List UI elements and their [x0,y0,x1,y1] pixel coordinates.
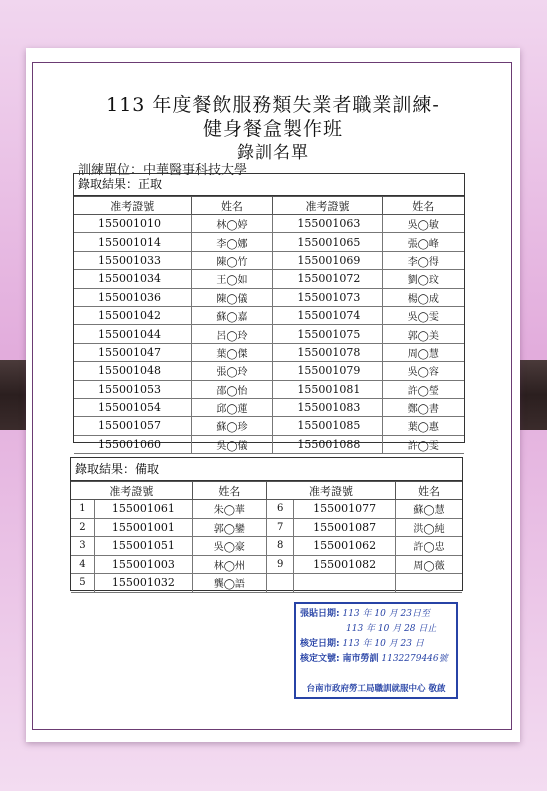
rank-cell: 7 [266,518,293,537]
accepted-caption: 錄取結果：正取 [74,174,464,196]
approval-stamp [294,602,458,699]
rank-cell: 9 [266,555,293,574]
table-row [71,555,462,574]
name-cell: 邵◯怡 [191,380,273,398]
name-cell: 王◯如 [191,270,273,288]
exam-id-cell: 155001014 [74,233,191,251]
table-row [74,288,464,306]
exam-id-cell: 155001085 [273,417,382,435]
name-cell: 許◯雯 [382,435,464,453]
exam-id-cell: 155001069 [273,251,382,269]
name-cell: 吳◯雯 [382,306,464,324]
exam-id-cell: 155001077 [294,500,396,519]
accepted-table [74,196,464,454]
exam-id-cell: 155001047 [74,343,191,361]
exam-id-cell: 155001082 [294,555,396,574]
table-row [74,362,464,380]
waitlist-table [71,481,462,593]
name-cell: 林◯州 [192,555,266,574]
name-cell: 龔◯語 [192,574,266,593]
document-page [26,48,520,742]
exam-id-cell: 155001032 [94,574,192,593]
name-cell: 張◯峰 [382,233,464,251]
col-header-name: 姓名 [396,482,463,500]
col-header-name: 姓名 [191,197,273,215]
col-header-exam-id: 准考證號 [273,197,382,215]
exam-id-cell: 155001088 [273,435,382,453]
approve-date-label: 核定日期: [300,639,340,649]
name-cell: 陳◯竹 [191,251,273,269]
approve-date: 113 年 10 月 23 日 [342,639,424,649]
table-row [74,398,464,416]
waitlist-header-row [71,482,462,500]
table-row [74,417,464,435]
exam-id-cell: 155001061 [94,500,192,519]
name-cell: 周◯薇 [396,555,463,574]
name-cell: 陳◯儀 [191,288,273,306]
name-cell: 林◯婷 [191,215,273,233]
name-cell: 蘇◯珍 [191,417,273,435]
exam-id-cell: 155001062 [294,537,396,556]
exam-id-cell: 155001078 [273,343,382,361]
table-row [74,435,464,453]
name-cell: 葉◯傑 [191,343,273,361]
table-row [74,215,464,233]
post-date-to: 113 年 10 月 28 日止 [346,624,437,634]
table-row [71,518,462,537]
title-line-1: 113 年度餐飲服務類失業者職業訓練- [106,94,440,116]
name-cell: 洪◯純 [396,518,463,537]
rank-cell: 8 [266,537,293,556]
title-line-3: 錄訓名單 [237,143,309,163]
table-row [71,574,462,593]
name-cell: 蘇◯嘉 [191,306,273,324]
rank-cell: 2 [71,518,94,537]
exam-id-cell: 155001054 [74,398,191,416]
rank-cell: 4 [71,555,94,574]
exam-id-cell: 155001074 [273,306,382,324]
name-cell: 李◯娜 [191,233,273,251]
table-row [71,537,462,556]
name-cell: 葉◯惠 [382,417,464,435]
rank-cell: 5 [71,574,94,593]
exam-id-cell: 155001053 [74,380,191,398]
exam-id-cell: 155001034 [74,270,191,288]
exam-id-cell [294,574,396,593]
rank-cell: 6 [266,500,293,519]
rank-cell: 3 [71,537,94,556]
exam-id-cell: 155001075 [273,325,382,343]
name-cell: 劉◯玟 [382,270,464,288]
table-row [74,233,464,251]
doc-number-label: 核定文號: [300,654,340,664]
name-cell: 吳◯豪 [192,537,266,556]
rank-cell [266,574,293,593]
exam-id-cell: 155001003 [94,555,192,574]
name-cell: 蘇◯慧 [396,500,463,519]
exam-id-cell: 155001073 [273,288,382,306]
name-cell: 郭◯鑾 [192,518,266,537]
exam-id-cell: 155001010 [74,215,191,233]
exam-id-cell: 155001079 [273,362,382,380]
name-cell: 周◯慧 [382,343,464,361]
name-cell: 李◯得 [382,251,464,269]
name-cell: 鄭◯書 [382,398,464,416]
rank-cell: 1 [71,500,94,519]
table-row [74,251,464,269]
col-header-exam-id: 准考證號 [266,482,395,500]
name-cell: 許◯忠 [396,537,463,556]
exam-id-cell: 155001051 [94,537,192,556]
name-cell: 張◯玲 [191,362,273,380]
exam-id-cell: 155001057 [74,417,191,435]
exam-id-cell: 155001048 [74,362,191,380]
exam-id-cell: 155001042 [74,306,191,324]
table-row [74,380,464,398]
waitlist-caption: 錄取結果：備取 [71,458,462,481]
table-row [74,343,464,361]
table-row [74,270,464,288]
name-cell: 吳◯敏 [382,215,464,233]
exam-id-cell: 155001033 [74,251,191,269]
exam-id-cell: 155001072 [273,270,382,288]
accepted-list [73,173,465,452]
accepted-header-row [74,197,464,215]
stamp-footer: 台南市政府勞工局職訓就服中心 敬啟 [306,684,446,694]
name-cell: 許◯瑩 [382,380,464,398]
exam-id-cell: 155001087 [294,518,396,537]
col-header-exam-id: 准考證號 [74,197,191,215]
table-row [74,325,464,343]
exam-id-cell: 155001083 [273,398,382,416]
name-cell: 邱◯蓮 [191,398,273,416]
doc-number: 1132279446號 [381,654,448,664]
name-cell: 吳◯容 [382,362,464,380]
exam-id-cell: 155001060 [74,435,191,453]
name-cell [396,574,463,593]
doc-number-prefix: 南市勞訓 [342,654,379,664]
exam-id-cell: 155001065 [273,233,382,251]
col-header-name: 姓名 [192,482,266,500]
col-header-exam-id: 准考證號 [71,482,192,500]
post-date-from: 113 年 10 月 23日至 [342,609,431,619]
exam-id-cell: 155001081 [273,380,382,398]
exam-id-cell: 155001001 [94,518,192,537]
training-unit: 訓練單位：中華醫事科技大學 [78,163,248,178]
table-row [74,306,464,324]
exam-id-cell: 155001036 [74,288,191,306]
name-cell: 朱◯華 [192,500,266,519]
name-cell: 郭◯美 [382,325,464,343]
waitlist [70,457,463,591]
post-date-label: 張貼日期: [300,609,340,619]
exam-id-cell: 155001044 [74,325,191,343]
name-cell: 吳◯儀 [191,435,273,453]
exam-id-cell: 155001063 [273,215,382,233]
table-row [71,500,462,519]
name-cell: 楊◯成 [382,288,464,306]
col-header-name: 姓名 [382,197,464,215]
title-line-2: 健身餐盒製作班 [202,118,343,140]
name-cell: 呂◯玲 [191,325,273,343]
